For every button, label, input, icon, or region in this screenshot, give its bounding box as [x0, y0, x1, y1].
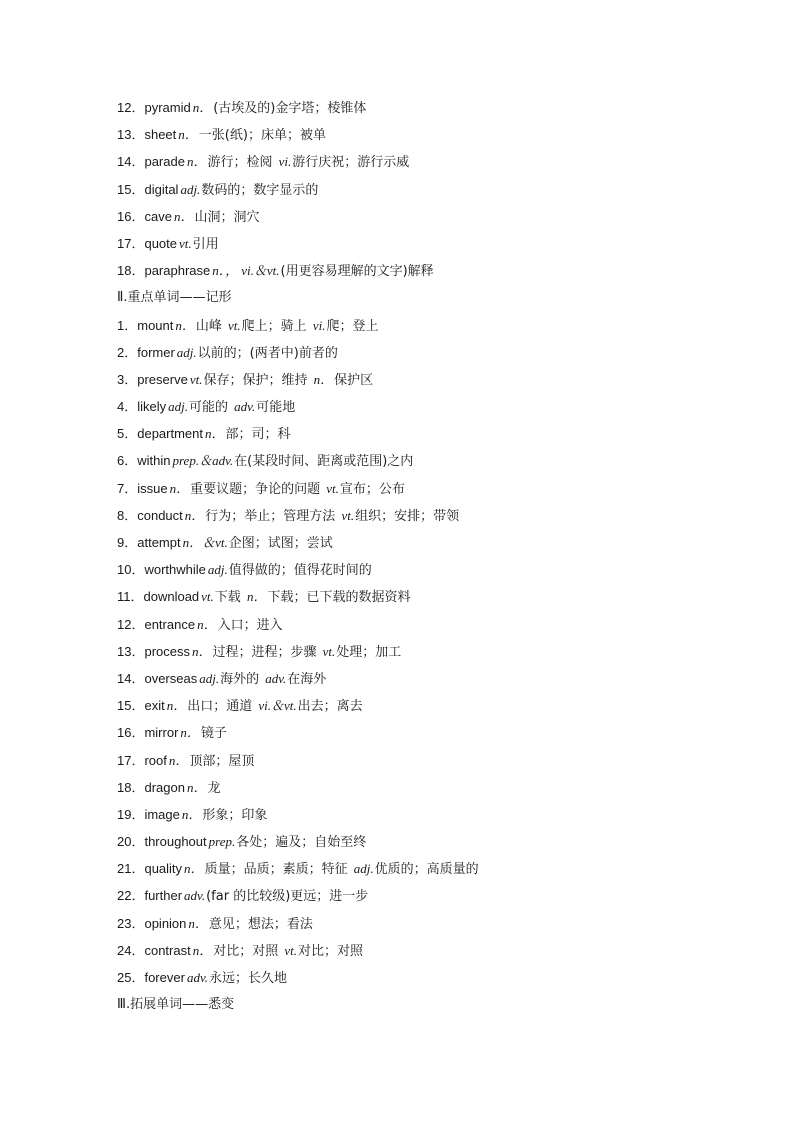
headword: roof: [144, 752, 167, 768]
part-of-speech: n．，: [212, 263, 239, 279]
headword: quality: [144, 861, 183, 877]
definition: 意见；想法；看法: [208, 916, 313, 932]
headword: dragon: [144, 779, 185, 795]
part-of-speech: adv.: [234, 399, 256, 415]
vocab-item: [117, 176, 717, 203]
part-of-speech: n．: [205, 426, 225, 442]
vocab-item: [117, 855, 717, 882]
part-of-speech: n．: [192, 942, 213, 958]
headword: entrance: [144, 616, 196, 632]
definition: 保护区: [334, 372, 374, 388]
definition: 形象；印象: [202, 807, 268, 823]
headword: sheet: [144, 127, 177, 143]
definition: 永远；长久地: [209, 971, 288, 986]
item-number: 23．: [117, 915, 145, 931]
part-of-speech: vi.＆vt.: [258, 698, 297, 714]
headword: opinion: [144, 915, 187, 931]
item-number: 14．: [117, 154, 145, 170]
part-of-speech: adj.: [168, 399, 189, 415]
definition: 行为；举止；管理方法: [205, 508, 340, 524]
headword: further: [144, 888, 183, 904]
definition: 爬；登上: [326, 318, 379, 334]
item-number: 17．: [117, 235, 145, 251]
part-of-speech: adj.: [207, 562, 228, 578]
item-number: 1．: [117, 317, 138, 333]
part-of-speech: n．: [178, 127, 198, 143]
definition: 重要议题；争论的问题: [190, 481, 325, 497]
part-of-speech: n．: [192, 643, 212, 659]
headword: likely: [137, 399, 167, 415]
definition: 山峰: [195, 318, 227, 334]
headword: former: [137, 344, 175, 360]
item-number: 15．: [117, 698, 145, 714]
part-of-speech: prep.＆adv.: [172, 453, 234, 469]
headword: mount: [137, 317, 174, 333]
part-of-speech: vt.: [228, 317, 241, 333]
part-of-speech: n．: [175, 317, 195, 333]
part-of-speech: vt.: [326, 480, 339, 496]
definition: 入口；进入: [217, 617, 283, 633]
definition: 部；司；科: [225, 427, 291, 443]
part-of-speech: n．: [313, 371, 334, 387]
vocab-item: [117, 230, 717, 257]
item-number: 18．: [117, 263, 145, 279]
headword: contrast: [144, 942, 191, 958]
part-of-speech: vi.: [312, 317, 326, 333]
definition: 游行；检阅: [207, 155, 277, 171]
headword: process: [144, 643, 190, 659]
part-of-speech: adv.: [265, 670, 287, 686]
vocab-item: [117, 94, 717, 121]
vocab-item: [117, 475, 717, 502]
vocab-item: [117, 420, 717, 447]
part-of-speech: n．: [186, 154, 207, 170]
part-of-speech: n．: [192, 100, 213, 115]
item-number: 2．: [117, 344, 138, 360]
definition: 对比；对照: [213, 943, 283, 959]
headword: within: [137, 453, 171, 469]
item-number: 21．: [117, 861, 145, 877]
headword: pyramid: [144, 100, 191, 115]
definition: 山洞；洞穴: [194, 209, 260, 225]
definition: 游行庆祝；游行示威: [292, 155, 410, 171]
part-of-speech: adv.: [184, 888, 206, 904]
headword: conduct: [137, 507, 183, 523]
headword: paraphrase: [144, 263, 211, 279]
vocab-item: [117, 148, 717, 175]
definition: (用更容易理解的文字)解释: [280, 264, 434, 280]
item-number: 20．: [117, 834, 145, 850]
headword: quote: [144, 235, 178, 251]
definition: 可能的: [189, 400, 233, 416]
headword: mirror: [144, 725, 179, 741]
definition: 出去；离去: [297, 699, 363, 715]
vocab-item: [117, 121, 717, 148]
definition: 保存；保护；维持: [203, 372, 312, 388]
part-of-speech: n．: [246, 589, 267, 605]
headword: preserve: [137, 371, 188, 387]
vocab-item: [117, 583, 717, 610]
section-heading: [117, 284, 717, 311]
definition: 企图；试图；尝试: [228, 536, 333, 551]
definition: 龙: [207, 780, 221, 796]
part-of-speech: vt.: [179, 235, 192, 251]
part-of-speech: prep.: [208, 834, 236, 850]
part-of-speech: vt.: [341, 507, 355, 523]
part-of-speech: vt.: [201, 589, 214, 605]
item-number: 25．: [117, 970, 145, 985]
item-number: 8．: [117, 507, 138, 523]
definition: 下载: [214, 590, 245, 606]
part-of-speech: vi.＆vt.: [241, 263, 280, 279]
headword: department: [137, 426, 203, 442]
headword: forever: [144, 970, 185, 985]
vocab-item: [117, 801, 717, 828]
definition: 质量；品质；素质；特征: [204, 862, 352, 878]
part-of-speech: n．: [184, 507, 205, 523]
part-of-speech: n．: [188, 915, 208, 931]
part-of-speech: vt.: [322, 643, 336, 659]
part-of-speech: n．: [173, 208, 194, 224]
headword: issue: [137, 480, 168, 496]
definition: 海外的: [220, 671, 264, 687]
definition: 对比；对照: [298, 943, 364, 959]
item-number: 5．: [117, 426, 138, 442]
vocab-item: [117, 747, 717, 774]
vocab-item: [117, 556, 717, 583]
part-of-speech: n．: [181, 806, 202, 822]
vocab-item: [117, 257, 717, 284]
part-of-speech: adj.: [180, 181, 201, 197]
item-number: 14．: [117, 670, 145, 686]
headword: cave: [144, 208, 172, 224]
vocab-item: [117, 447, 717, 474]
item-number: 16．: [117, 725, 145, 741]
section-heading-text: Ⅱ.重点单词——记形: [117, 290, 232, 306]
definition: 一张(纸)；床单；被单: [198, 128, 326, 144]
part-of-speech: adv.: [186, 970, 208, 985]
part-of-speech: n．: [184, 861, 204, 877]
definition: 下载；已下载的数据资料: [267, 590, 411, 606]
item-number: 18．: [117, 779, 145, 795]
vocab-item: [117, 828, 717, 855]
headword: overseas: [144, 670, 198, 686]
vocab-item: [117, 774, 717, 801]
headword: download: [143, 589, 200, 605]
part-of-speech: vt.: [189, 371, 203, 387]
item-number: 12．: [117, 100, 145, 115]
item-number: 16．: [117, 208, 145, 224]
definition: 以前的；(两者中)前者的: [197, 345, 338, 361]
vocab-item: [117, 665, 717, 692]
vocab-item: [117, 366, 717, 393]
headword: exit: [144, 698, 165, 714]
vocab-item: [117, 312, 717, 339]
section-heading: [117, 991, 717, 1018]
part-of-speech: n．＆vt.: [182, 535, 228, 550]
definition: 数码的；数字显示的: [201, 182, 319, 198]
headword: parade: [144, 154, 185, 170]
definition: 优质的；高质量的: [374, 862, 479, 878]
vocab-item: [117, 502, 717, 529]
item-number: 7．: [117, 480, 138, 496]
vocab-item: [117, 719, 717, 746]
part-of-speech: n．: [169, 480, 190, 496]
part-of-speech: adj.: [199, 670, 220, 686]
item-number: 13．: [117, 643, 145, 659]
vocabulary-list: [117, 94, 717, 1018]
headword: throughout: [144, 834, 207, 850]
definition: 组织；安排；带领: [355, 508, 460, 524]
definition: 处理；加工: [336, 644, 402, 660]
definition: 值得做的；值得花时间的: [228, 563, 372, 579]
item-number: 24．: [117, 942, 145, 958]
definition: 可能地: [256, 400, 296, 416]
definition: 各处；遍及；自始至终: [236, 835, 367, 851]
item-number: 13．: [117, 127, 145, 143]
definition: 顶部；屋顶: [189, 753, 255, 769]
item-number: 11．: [117, 589, 144, 605]
vocab-item: [117, 611, 717, 638]
item-number: 4．: [117, 399, 138, 415]
part-of-speech: n．: [186, 779, 207, 795]
vocab-item: [117, 692, 717, 719]
part-of-speech: vt.: [284, 942, 298, 958]
part-of-speech: n．: [180, 725, 200, 741]
definition: 镜子: [200, 726, 227, 742]
item-number: 3．: [117, 371, 138, 387]
definition: (古埃及的)金字塔；棱锥体: [213, 101, 367, 116]
definition: 宣布；公布: [339, 481, 405, 497]
item-number: 10．: [117, 562, 145, 578]
item-number: 12．: [117, 616, 145, 632]
item-number: 6．: [117, 453, 138, 469]
part-of-speech: n．: [197, 616, 217, 632]
item-number: 19．: [117, 806, 145, 822]
definition: 过程；进程；步骤: [212, 644, 321, 660]
vocab-item: [117, 964, 717, 991]
vocab-item: [117, 638, 717, 665]
part-of-speech: adj.: [353, 861, 374, 877]
part-of-speech: n．: [168, 752, 189, 768]
vocab-item: [117, 339, 717, 366]
part-of-speech: n．: [166, 698, 187, 714]
item-number: 9．: [117, 535, 138, 550]
item-number: 15．: [117, 181, 145, 197]
vocab-item: [117, 393, 717, 420]
item-number: 22．: [117, 888, 145, 904]
vocab-item: [117, 910, 717, 937]
headword: attempt: [137, 535, 181, 550]
headword: digital: [144, 181, 179, 197]
vocab-item: [117, 937, 717, 964]
definition: 在海外: [287, 671, 327, 687]
definition: 出口；通道: [187, 699, 257, 715]
headword: image: [144, 806, 180, 822]
definition: (far 的比较级)更远；进一步: [206, 889, 369, 905]
section-heading-text: Ⅲ.拓展单词——悉变: [117, 997, 235, 1013]
item-number: 17．: [117, 752, 145, 768]
headword: worthwhile: [144, 562, 206, 578]
vocab-item: [117, 529, 717, 556]
definition: 爬上；骑上: [241, 318, 311, 334]
vocab-item: [117, 882, 717, 909]
part-of-speech: adj.: [176, 344, 197, 360]
definition: 在(某段时间、距离或范围)之内: [234, 454, 414, 470]
part-of-speech: vi.: [278, 154, 292, 170]
vocab-item: [117, 203, 717, 230]
definition: 引用: [192, 236, 219, 252]
